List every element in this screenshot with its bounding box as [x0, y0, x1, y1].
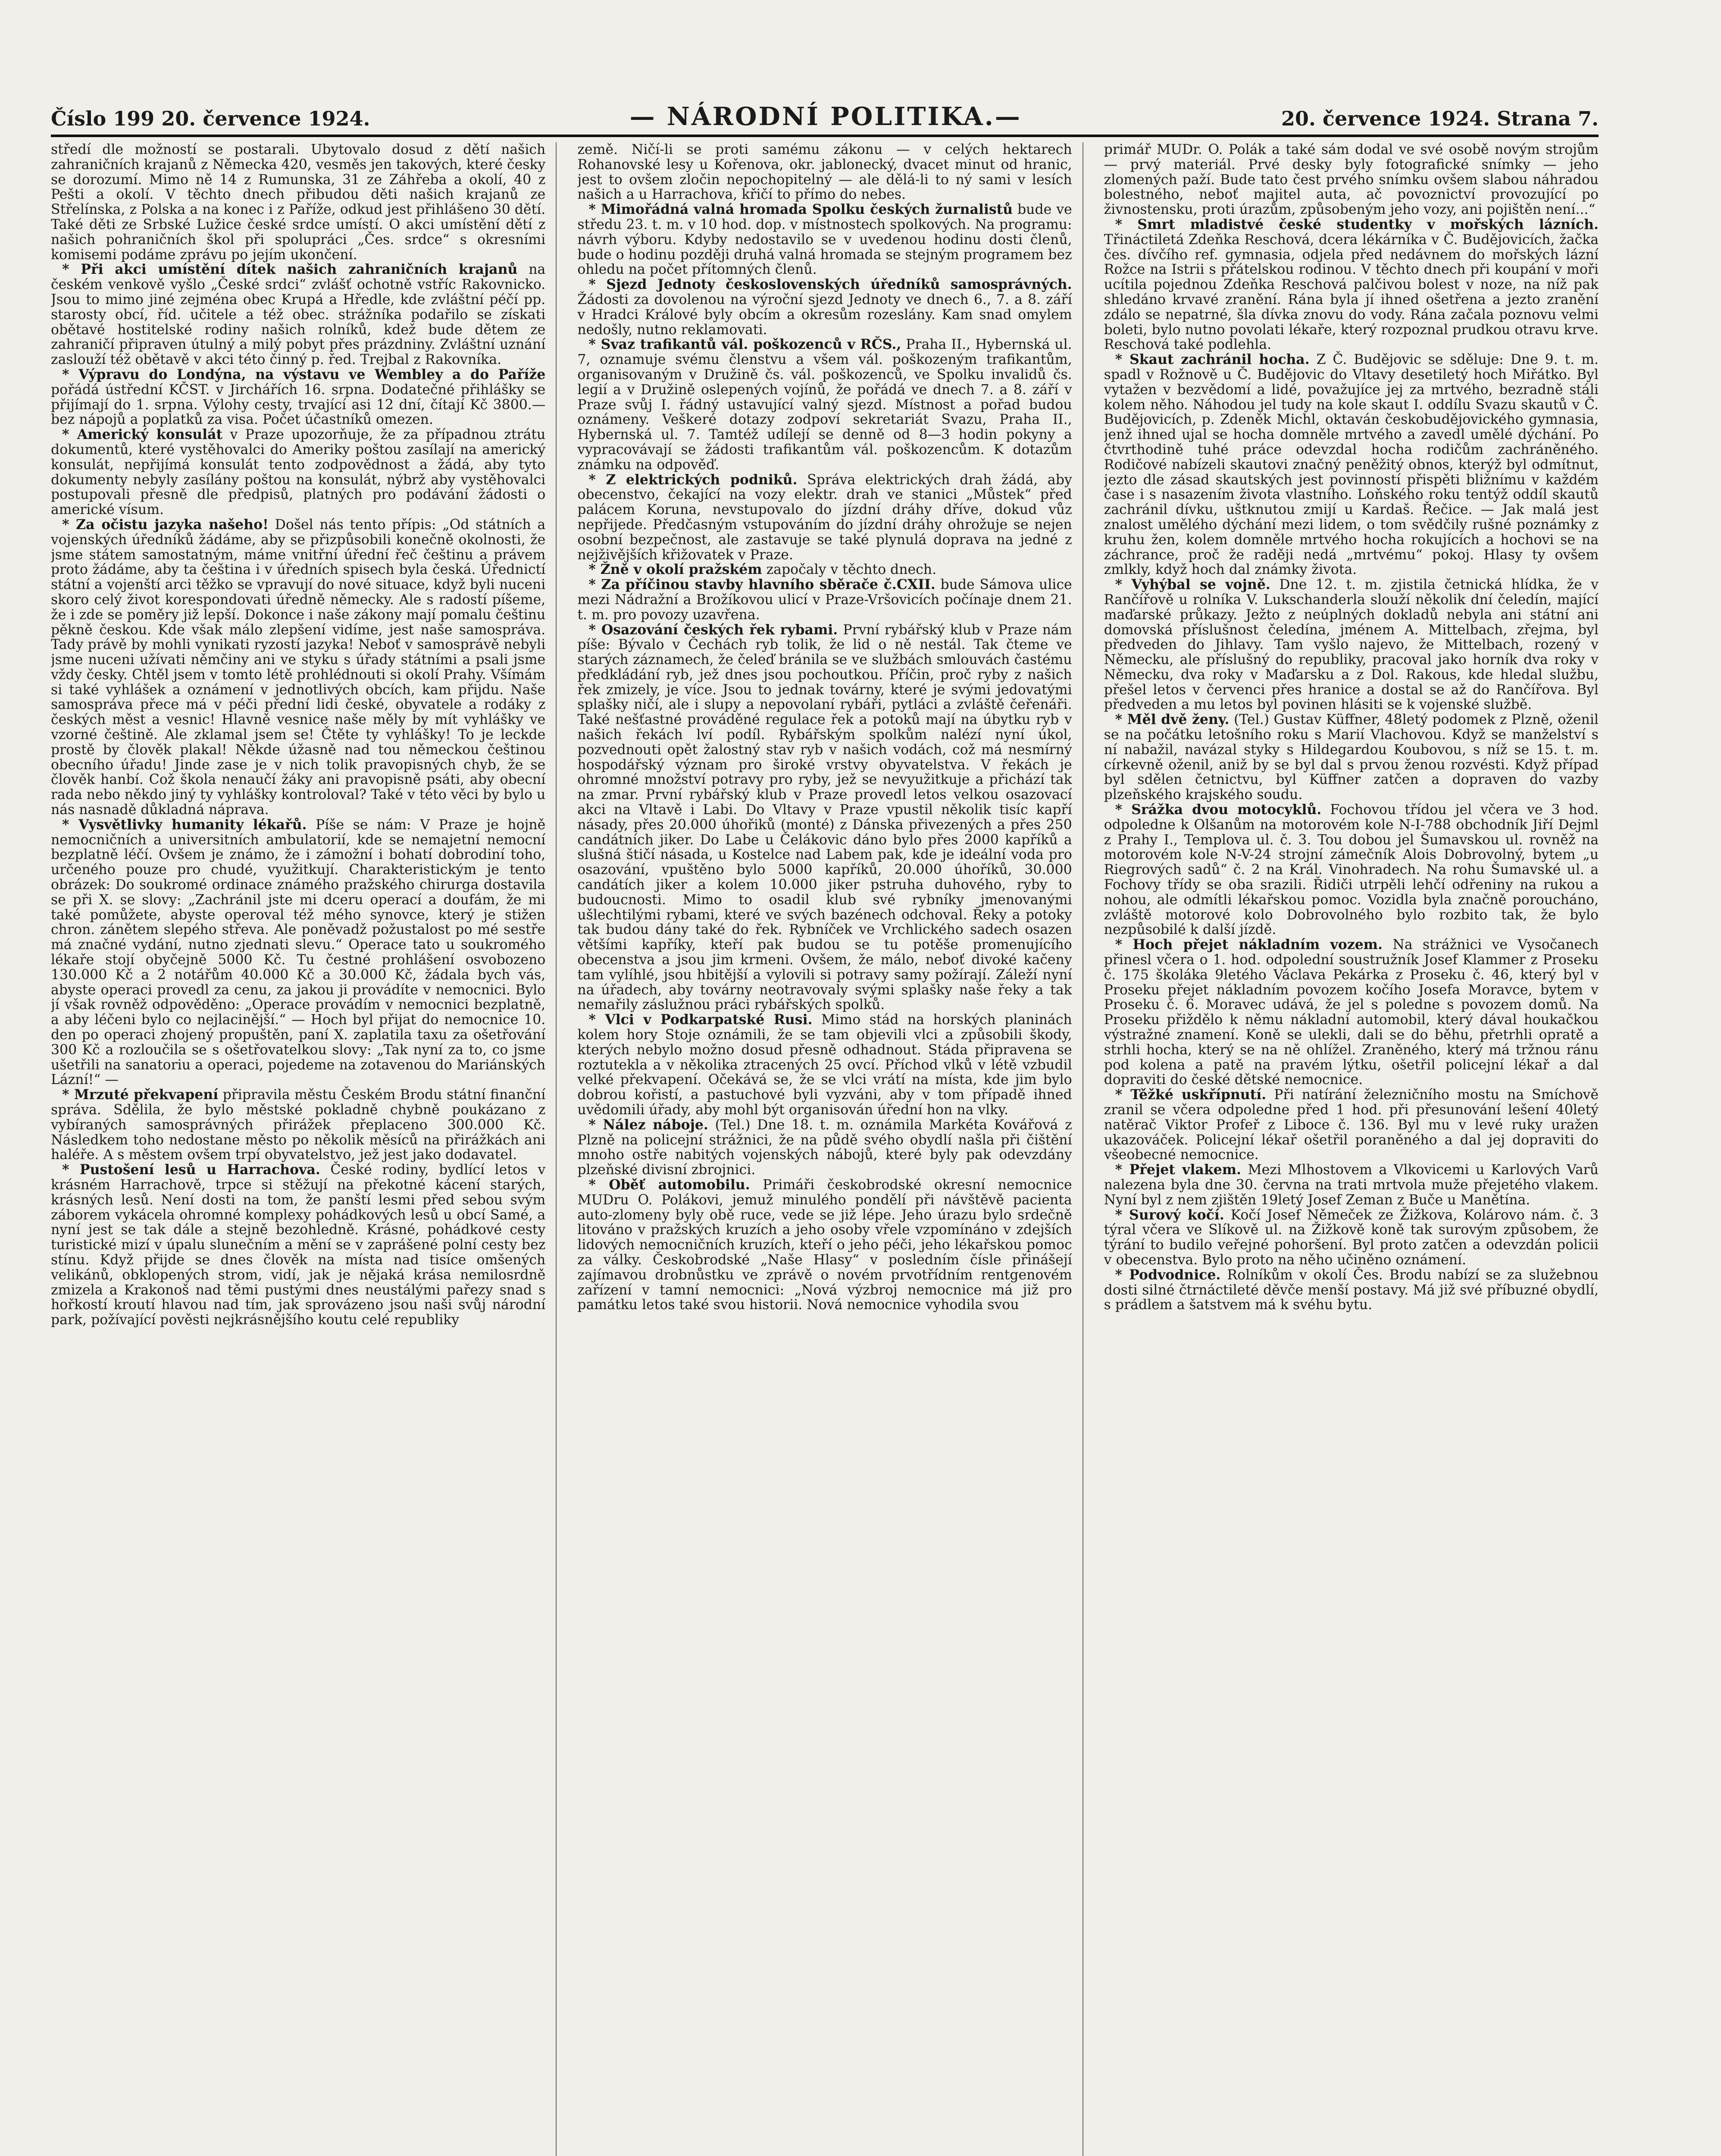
article-body: Třináctiletá Zdeňka Reschová, dcera lékárníka v Č. Budějovicích, žačka čes. dívčího ref. gymnasia, odjela před nedávnem do mořských lázní Rožce na Istrii s přátelskou rodinou. V těchto dnech při koupání v moři ucítila pojednou Zdeňka Reschová palčivou bolest v noze, na níž pak shledáno krvavé zranění. Rána byla jí ihned ošetřena a jezto zranění zdálo se nepatrné, šla dívka znovu do vody. Rána začala poznovu velmi boleti, bylo nutno povolati lékaře, který rozpoznal prudkou otravu krve. Reschová také podlehla.: [1104, 232, 1599, 353]
article-body: Správa elektrických drah žádá, aby obecenstvo, čekající na vozy elektr. drah ve stanici „Můstek“ před palácem Koruna, nevstupovalo do jízdní dráhy dříve, dokud vůz nepřijede. Předčasným vstupováním do jízdní dráhy ohrožuje se nejen osobní bezpečnost, ale zastavuje se také plynulá doprava na jedné z nejživějších křižovatek v Praze.: [577, 472, 1072, 563]
article-paragraph: [1104, 217, 1599, 352]
article-body: připravila městu Českém Brodu státní finanční správa. Sdělila, že bylo městské pokladně chybně poukázano z vybíraných samosprávných přirážek přeplaceno 300.000 Kč. Následkem toho nedostane město po několik měsíců na přirážkách ani haléře. A s městem ovšem trpí obyvatelstvo, jež jest jako dodavatel.: [51, 1087, 546, 1163]
article-headline: * Osazování českých řek rybami.: [588, 621, 838, 638]
article-paragraph: [1104, 712, 1599, 802]
article-body: započaly v těchto dnech.: [766, 562, 937, 578]
article-paragraph: [1104, 142, 1599, 217]
article-headline: * Mrzuté překvapení: [62, 1087, 219, 1103]
article-paragraph: [577, 577, 1072, 622]
article-body: středí dle možností se postarali. Ubytovalo dosud z dětí našich zahraničních krajanů z Německa 420, vesměs jen takových, které česky se dorozumí. Mimo ně 14 z Rumunska, 31 ze Záhřeba a okolí, 40 z Pešti a okolí. V těchto dnech přibudou děti našich krajanů ze Střelínska, z Polska a na konec i z Paříže, odkud jest přihlášeno 30 dětí. Také děti ze Srbské Lužice české srdce umístí. O akci umístění dětí z našich pohraničních škol při spolupráci „Čes. srdce“ s okresními komisemi podáme zprávu po jejím ukončení.: [51, 142, 546, 263]
article-body: v Praze upozorňuje, že za případnou ztrátu dokumentů, které vystěhovalci do Ameriky poštou zasílají na americký konsulát, nepřijímá konsulát tento zodpovědnost a žádá, aby tyto dokumenty nebyly zasílány poštou na konsulát, nýbrž aby vystěhovalci postupovali přesně dle předpisů, platných pro podávání žádosti o americké vísum.: [51, 427, 546, 518]
article-headline: * Při akci umístění dítek našich zahraničních krajanů: [62, 261, 518, 278]
article-paragraph: [1104, 802, 1599, 937]
article-body: Žádosti za dovolenou na výroční sjezd Jednoty ve dnech 6., 7. a 8. září v Hradci Králové byly obcím a okresům rozeslány. Kam snad omylem nedošly, nutno reklamovati.: [577, 291, 1072, 338]
article-headline: * Americký konsulát: [62, 426, 223, 443]
article-columns: [51, 142, 1599, 2156]
issue-number-date: Číslo 199 20. července 1924.: [51, 107, 370, 130]
article-body: bude Sámova ulice mezi Nádražní a Brožíkovou ulicí v Praze-Vršovicích počínaje dnem 21. t. m. pro povozy uzavřena.: [577, 577, 1072, 623]
article-body: Při natírání železničního mostu na Smíchově zranil se včera odpoledne před 1 hod. při přesunování lešení 40letý natěrač Viktor Profeř z Liboce č. 136. Byl mu v levé ruky uražen ukazováček. Policejní lékař ošetřil poraněného a dal jej dopraviti do všeobecné nemocnice.: [1104, 1087, 1599, 1163]
article-headline: * Hoch přejet nákladním vozem.: [1115, 937, 1383, 953]
article-headline: * Surový kočí.: [1115, 1206, 1224, 1223]
article-paragraph: [577, 562, 1072, 577]
article-headline: * Podvodnice.: [1115, 1266, 1221, 1283]
article-headline: * Za očistu jazyka našeho!: [62, 516, 269, 533]
article-headline: * Z elektrických podniků.: [588, 471, 798, 488]
article-paragraph: [51, 1087, 545, 1163]
article-paragraph: [1104, 1087, 1599, 1163]
article-paragraph: [577, 142, 1072, 202]
article-paragraph: [577, 473, 1072, 563]
article-paragraph: [51, 1163, 545, 1328]
article-paragraph: [51, 427, 545, 517]
article-body: Praha II., Hybernská ul. 7, oznamuje svému členstvu a všem vál. poškozeným trafikantům, organisovaným v Družině čs. vál. poškozenců, ve Spolku invalidů čs. legií a v Družině oslepených vojínů, že pořádá ve dnech 7. a 8. září v Praze svůj I. řádný ustavující valný sjezd. Místnost a pořad budou oznámeny. Veškeré dotazy zodpoví sekretariát Svazu, Praha II., Hybernská ul. 7. Tamtéž udílejí se denně od 8—3 hodin pokyny a vypracovávají se žádosti trafikantům vál. poškozencům. K dotazům známku na odpověď.: [577, 337, 1072, 473]
article-paragraph: [577, 1012, 1072, 1118]
article-paragraph: [51, 818, 545, 1087]
article-headline: * Skaut zachránil hocha.: [1115, 351, 1310, 368]
article-headline: * Oběť automobilu.: [588, 1176, 750, 1193]
article-headline: * Pustošení lesů u Harrachova.: [62, 1162, 320, 1178]
article-headline: * Smrt mladistvé české studentky v mořských lázních.: [1115, 216, 1599, 232]
article-headline: * Srážka dvou motocyklů.: [1115, 802, 1322, 818]
article-headline: * Vysvětlivky humanity lékařů.: [62, 816, 307, 833]
article-body: země. Ničí-li se proti samému zákonu — v celých hektarech Rohanovské lesy u Kořenova, okr. jablonecký, dvacet minut od hranic, jest to ovšem zločin nepochopitelný — ale dělá-li to ný sami v lesích našich a u Harrachova, křičí to přímo do nebes.: [577, 142, 1072, 203]
article-headline: * Žně v okolí pražském: [588, 561, 762, 578]
article-paragraph: [51, 142, 545, 262]
column-1: [51, 142, 557, 2156]
article-body: primář MUDr. O. Polák a také sám dodal ve své osobě novým strojům — prvý materiál. Prvé desky byly fotografické snímky — jeho zlomených paží. Bude tato čest prvého snímku ovšem slabou náhradou bolestného, neboť majitel auta, ač povoznictví provozující po živnostensku, proti úrazům, způsobeným jeho vozy, ani pojištěn není...“: [1104, 142, 1599, 218]
article-headline: * Vlci v Podkarpatské Rusi.: [588, 1012, 813, 1028]
article-body: bude ve středu 23. t. m. v 10 hod. dop. v místnostech spolkových. Na programu: návrh výboru. Kdyby nedostavilo se v uvedenou hodinu dosti členů, bude o hodinu později druhá valná hromada se stejným programem bez ohledu na počet přítomných členů.: [577, 202, 1072, 278]
article-body: na českém venkově vyšlo „České srdci“ zvlášť ochotně vstříc Rakovnicko. Jsou to mimo jiné zejména obec Krupá a Hředle, kde zvláštní péčí pp. starosty obcí, říd. učitele a též obec. strážníka podařilo se získati obětavé hostitelské rodiny našich rolníků, kdež bude dětem ze zahraničí připraven útulný a milý pobyt přes prázdniny. Zvláštní uznání zaslouží též obětavě v akci této činný p. řed. Trejbal z Rakovníka.: [51, 262, 546, 368]
article-paragraph: [1104, 352, 1599, 577]
page-header: [51, 100, 1599, 137]
article-body: První rybářský klub v Praze nám píše: Bývalo v Čechách ryb tolik, že lid o ně nestál. Tak čteme ve starých záznamech, že čeleď bránila se ve službách smlouvách častému předkládání ryb, jež dnes jsou pochoutkou. Příčin, proč ryby z našich řek zmizely, je více. Jsou to jednak továrny, které je svými jedovatými splašky ničí, ale i slupy a nepovolaní rybáři, pytláci a zvláště čeřenáři. Také nešťastné prováděné regulace řek a potoků mají na úbytku ryb v našich řekách lví podíl. Rybářským spolkům nalézí nyní úkol, pozvednouti opět žalostný stav ryb v našich vodách, což má nesmírný hospodářský význam pro široké vrstvy obyvatelstva. V řekách je ohromné množství potravy pro ryby, jež se nevyužitkuje a přichází tak na zmar. První rybářský klub v Praze provedl letos velkou osazovací akci na Vltavě i Labi. Do Vltavy v Praze vpustil několik tisíc kapří násady, přes 20.000 úhořiků (monté) z Dánska přivezených a přes 250 candátních jiker. Do Labe u Čelákovic dáno bylo přes 2000 kapříků a slušná štičí násada, u Kostelce nad Labem pak, kde je ideální voda pro osazování, vpuštěno bylo 5000 kapříků, 20.000 úhoříků, 30.000 candátích jiker a kolem 10.000 jiker pstruha duhového, ryby to budoucnosti. Mimo to osadil klub své rybníky jmenovanými ušlechtilými rybami, které ve svých bazénech odchoval. Řeky a potoky tak budou dány také do řek. Rybníček ve Vrchlického sadech osazen většími kapříky, kteří pak budou se tu potěše promenujícího obecenstva a jsou jim krmeni. Ovšem, že málo, neboť divoké kačeny tam vylíhlé, jsou hbitější a vylovili si potravy samy požírají. Záleží nyní na úřadech, aby továrny neotravovaly svými splašky naše řeky a tak nemařily záslužnou práci rybářských spolků.: [577, 622, 1072, 1013]
article-paragraph: [51, 262, 545, 367]
newspaper-title: — NÁRODNÍ POLITIKA.—: [629, 102, 1022, 131]
article-body: Mezi Mlhostovem a Vlkovicemi u Karlových Varů nalezena byla dne 30. června na trati mrtvola muže přejetého vlakem. Nyní byl z nem zjištěn 19letý Josef Zeman z Buče u Manětína.: [1104, 1162, 1599, 1208]
date-page-number: 20. července 1924. Strana 7.: [1281, 107, 1599, 130]
article-body: Píše se nám: V Praze je hojně nemocničních a universitních ambulatorií, kde se nemajetní nemocní bezplatně léčí. Ovšem je známo, že i zámožní i bohatí dobrodiní toho, určeného pouze pro chudé, využitkují. Charakteristickým je tento obrázek: Do soukromé ordinace známého pražského chirurga dostavila se při X. se slovy: „Zachránil jste mi dceru operací a doufám, že mi také pomůžete, abyste operoval též mého synovce, který je stižen chron. zánětem slepého střeva. Ale poněvadž požustalost po mé sestře má značné vydání, nutno zjednati slevu.“ Operace tato u soukromého lékaře stojí obyčejně 5000 Kč. Tu čestné prohlášení osvobozeno 130.000 Kč a 2 notářům 40.000 Kč a 30.000 Kč, žádala bych vás, abyste operaci provedl za cenu, za jakou ji provádíte v nemocnici. Bylo jí však rovněž odpověděno: „Operace provádím v nemocnici bezplatně, a aby léčeni bylo co nejlacinější.“ — Hoch byl přijat do nemocnice 10. den po operaci zhojený propuštěn, paní X. zaplatila taxu za ošetřování 300 Kč a rozloučila se s ošetřovatelkou slovy: „Tak nyní za to, co jsme ušetřili na sanatoriu a operaci, pojedeme na zotavenou do Mariánských Lázní!“ —: [51, 817, 546, 1088]
article-paragraph: [1104, 577, 1599, 712]
article-headline: * Nález náboje.: [588, 1116, 708, 1133]
article-paragraph: [577, 1118, 1072, 1178]
article-headline: * Výpravu do Londýna, na výstavu ve Wembley a do Paříže: [62, 366, 546, 382]
article-body: (Tel.) Dne 18. t. m. oznámila Markéta Kovářová z Plzně na policejní strážnici, že na půdě svého obydlí našla při čištění mnoho ostře nabitých vojenských nábojů, které byly pak odevzdány plzeňské divisní zbrojnici.: [577, 1117, 1072, 1178]
article-paragraph: [577, 277, 1072, 337]
column-3: [1104, 142, 1599, 2156]
article-body: Dne 12. t. m. zjistila četnická hlídka, že v Rančířově u rolníka V. Lukschanderla slouží několik dní čeledín, mající maďarské průkazy. Ježto z neúplných dokladů nebyla ani státní ani domovská příslušnost čeledína, jménem A. Mittelbach, zřejma, byl předveden do Jihlavy. Tam vyšlo najevo, že Mittelbach, rozený v Německu, ale příslušný do republiky, pracoval jako horník dva roky v Německu, dva roky v Maďarsku a z Dol. Rakous, kde hledal službu, přešel letos v červenci přes hranice a dostal se až do Rančířova. Byl předveden a mu letos byl povinen hlásiti se k vojenské službě.: [1104, 577, 1599, 713]
article-body: Z Č. Budějovic se sděluje: Dne 9. t. m. spadl v Rožnově u Č. Budějovic do Vltavy desetiletý hoch Miřátko. Byl vytažen v bezvědomí a lidé, považujíce jej za mrtvého, bezradně stáli kolem něho. Náhodou jel tudy na kole skaut I. oddílu Svazu skautů v Č. Budějovicích, p. Zdeněk Michl, oktaván českobudějovického gymnasia, jenž ihned ujal se hocha domněle mrtvého a zavedl umělé dýchání. Po čtvrthodině tuhé práce odevzdal hocha rodičům zachráněného. Rodičové nabízeli skautovi značný peněžitý obnos, kterýž byl odmítnut, jezto dle zásad skautských jest povinností přispěti bližnímu v každém čase i s nasazením života vlastního. Loňského roku tentýž oddíl skautů zachránil dívku, uštknutou zmijí u Kardaš. Řečice. — Jak malá jest znalost umělého dýchání mezi lidem, o tom svědčily rušné poznámky z kruhu žen, kolem domněle mrtvého hocha rokujících a hochovi se na záchrance, proč že raději nedá „mrtvému“ pokoj. Hlasy ty ovšem zmlkly, když hoch dal známky života.: [1104, 352, 1599, 578]
article-headline: * Za příčinou stavby hlavního sběrače č.CXII.: [588, 577, 936, 593]
article-body: Na strážnici ve Vysočanech přinesl včera o 1. hod. odpolední soustružník Josef Klammer z Proseku č. 175 školáka 9letého Václava Pekárka z Proseku č. 46, který byl v Proseku přejet nákladním povozem kočího Josefa Moravce, bytem v Proseku č. 6. Moravec udává, že jel s poledne s povozem domů. Na Proseku přiždělo k němu nákladní automobil, který dával houkačkou výstražné znamení. Koně se ulekli, dali se do běhu, přetrhli opratě a strhli hocha, který se na ně ohlížel. Zraněného, který má tržnou ránu pod kolena a patě na pravém lýtku, ošetřil policejní lékař a dal dopraviti do české dětské nemocnice.: [1104, 937, 1599, 1088]
article-paragraph: [1104, 937, 1599, 1087]
article-paragraph: [577, 202, 1072, 277]
article-body: Fochovou třídou jel včera ve 3 hod. odpoledne k Olšanům na motorovém kole N-I-788 obchodník Jiří Dejml z Prahy I., Templova ul. č. 3. Tou dobou jel Šumavskou ul. rovněž na motorovém kole N-V-24 strojní zámečník Alois Dobrovolný, bytem „u Riegrových sadů“ č. 2 na Král. Vinohradech. Na rohu Šumavské ul. a Fochovy třídy se oba srazili. Řidiči utrpěli lehčí odřeniny na rukou a nohou, ale odmítli lékařskou pomoc. Vozidla byla značně poroucháno, zvláště motorové kolo Dobrovolného bylo rozbito tak, že bylo nezpůsobilé k další jízdě.: [1104, 802, 1599, 938]
article-headline: * Přejet vlakem.: [1115, 1162, 1241, 1178]
column-2: [577, 142, 1083, 2156]
article-body: pořádá ústřední KČST. v Jirchářích 16. srpna. Dodatečné přihlášky se přijímají do 1. srpna. Výlohy cesty, trvající asi 12 dní, čítají Kč 3800.— bez nápojů a poplatků za visa. Počet účastníků omezen.: [51, 382, 546, 428]
article-paragraph: [51, 367, 545, 427]
article-body: Primáři českobrodské okresní nemocnice MUDru O. Polákovi, jemuž minulého pondělí při návštěvě pacienta auto-zlomeny byly obě ruce, vede se již lépe. Jeho úrazu bylo srdečně litováno v pražských kruzích a jeho osoby vřele vzpomínáno v zdejších lidových nemocničních kruzích, kteří o jeho péči, jeho lékařskou pomoc za války. Českobrodské „Naše Hlasy“ v posledním čísle přinášejí zajímavou drobnůstku ve zprávě o novém prvotřídním rentgenovém zařízení v tamní nemocnici: „Nová výzbroj nemocnice má již pro památku letos také svou historii. Nová nemocnice vyhodila svou: [577, 1177, 1072, 1313]
article-paragraph: [577, 623, 1072, 1013]
article-paragraph: [1104, 1163, 1599, 1207]
article-body: Rolníkům v okolí Čes. Brodu nabízí se za služebnou dosti silné čtrnáctileté děvče menší postavy. Má již své příbuzné obydlí, s prádlem a šatstvem má k svéhu bytu.: [1104, 1267, 1599, 1313]
article-paragraph: [577, 1178, 1072, 1313]
article-paragraph: [51, 517, 545, 818]
article-body: Mimo stád na horských planinách kolem hory Stoje oznámili, že se tam objevili vlci a způsobili škody, kterých nebylo možno dosud přesně odhadnout. Stáda připravena se roztutekla a v několika ztracených 25 ovcí. Příchod vlků v létě vzbudil velké překvapení. Očekává se, že se vlci vrátí na místa, kde jim bylo dobrou kořistí, a pastuchové byli vyzváni, aby v tom případě ihned uvědomili úřady, aby mohl být organisován úřední hon na vlky.: [577, 1012, 1072, 1118]
article-body: Kočí Josef Němeček ze Žižkova, Kolárovo nám. č. 3 týral včera ve Slíkově ul. na Žižkově koně tak surovým způsobem, že týrání to budilo veřejné pohoršení. Byl proto zatčen a odevzdán policii v obecenstva. Bylo proto na něho učiněno oznámení.: [1104, 1207, 1599, 1268]
article-headline: * Mimořádná valná hromada Spolku českých žurnalistů: [588, 201, 1013, 218]
article-headline: * Sjezd Jednoty československých úředníků samosprávných.: [588, 276, 1072, 293]
article-body: (Tel.) Gustav Küffner, 48letý podomek z Plzně, oženil se na počátku letošního roku s Marií Vlachovou. Když se manželství s ní nabažil, navázal styky s Hildegardou Koubovou, s níž se 15. t. m. církevně oženil, aniž by se byl dal s prvou ženou rozvésti. Když případ byl sdělen četnictvu, byl Küffner zatčen a dopraven do vazby plzeňského krajského soudu.: [1104, 712, 1599, 803]
article-paragraph: [1104, 1268, 1599, 1313]
article-headline: * Měl dvě ženy.: [1115, 711, 1230, 728]
article-headline: * Těžké uskřípnutí.: [1115, 1087, 1267, 1103]
article-paragraph: [577, 337, 1072, 472]
article-paragraph: [1104, 1208, 1599, 1268]
article-body: Došel nás tento přípis: „Od státních a vojenských úředníků žádáme, aby se přizpůsobili konečně okolnosti, že jsme státem samostatným, máme vnitřní úřední řeč češtinu a právem proto žádáme, aby ta čeština i v úředních spisech byla česká. Úřednictí státní a vojenští arci těžko se vpravují do nové situace, když byli nuceni skoro celý život korespondovati úředně německy. Ale s radostí píšeme, že i zde se poměry již lepší. Dokonce i naše zákony mají pomalu češtinu pěkně českou. Kde však málo zlepšení vidíme, jest naše samospráva. Tady právě by mohli vynikati ryzostí jazyka! Neboť v samosprávě nebyli jsme nuceni užívati němčiny ani ve styku s úřady státními a psali jsme vždy česky. Chtěl jsem v tomto létě prohlédnouti si okolí Prahy. Všímám si také vyhlášek a oznámení v jednotlivých obcích, kam přijdu. Naše samospráva přece má v péči přední lidi české, obyvatele a rodáky z českých měst a vesnic! Hlavně vesnice naše měly by mít vyhlášky ve vzorné češtině. Ale zklamal jsem se! Čtěte ty vyhlášky! To je leckde prostě by člověk plakal! Někde úžasně nad tou německou češtinou obecního úřadu! Jinde zase je v nich tolik pravopisných chyb, že se člověk hanbí. Což škola nenaučí žáky ani pravopisně psáti, aby obecní rada nebo někdo jiný ty vyhlášky kontroloval? Také v této věci by bylo u nás nasnadě důkladná náprava.: [51, 517, 546, 818]
article-headline: * Svaz trafikantů vál. poškozenců v RČS.,: [588, 336, 901, 353]
article-body: České rodiny, bydlící letos v krásném Harrachově, trpce si stěžují na překotné kácení starých, krásných lesů. Není dosti na tom, že panští lesmi před sebou svým záborem vykácela ohromné komplexy pohádkových lesů u obcí Samé, a nyní jest se tak dále a stejně bezohledně. Krásné, pohádkové cesty turistické mizí v úpalu slunečním a mění se v zaprášené polní cesty bez stínu. Když přijde se dnes člověk na místa nad tisíce omšených velikánů, obklopených strom, vidí, jak je nějaká krása nemilosrdně zmizela a Krakonoš nad těmi pustými dnes neustálými pařezy snad s hořkostí kroutí hlavou nad tím, jak sprovázeno jsou naši svůj národní park, požívající pověsti nejkrásnějšího koutu celé republiky: [51, 1162, 546, 1328]
article-headline: * Vyhýbal se vojně.: [1115, 577, 1270, 593]
